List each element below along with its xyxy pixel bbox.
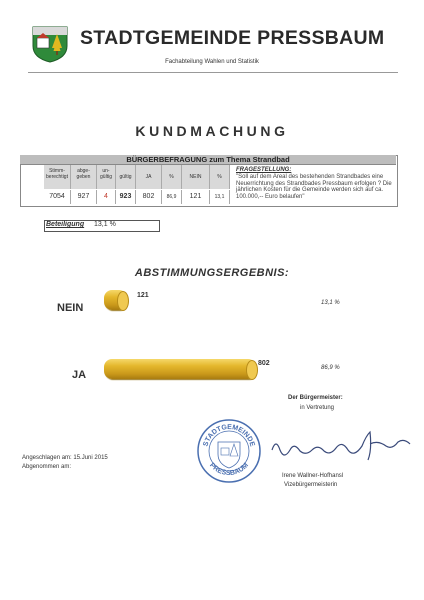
svg-text:STADTGEMEINDE: STADTGEMEINDE — [202, 423, 256, 448]
table-header-cell: un-gültig — [97, 165, 116, 189]
question-text: "Soll auf dem Areal des bestehenden Strandbades eine Neuerrichtung des Strandbades Pressbaum erfolgen ? Die jährlichen Kosten für die Gemeinde werden sich auf ca. 100.000,-- Euro belaufen" — [236, 174, 392, 200]
table-header-cell: abge-geben — [71, 165, 97, 189]
on-behalf-note: in Vertretung — [300, 405, 335, 411]
valid-votes-value: 923 — [116, 190, 136, 204]
yes-label: JA — [72, 369, 87, 381]
table-header-cell: gültig — [116, 165, 136, 189]
no-percent-value: 13,1 — [210, 190, 230, 204]
no-votes-value: 121 — [182, 190, 210, 204]
no-count: 121 — [137, 292, 149, 299]
official-stamp — [196, 418, 262, 484]
yes-count: 802 — [258, 360, 270, 367]
posted-date: Angeschlagen am: 15.Juni 2015 — [22, 455, 108, 461]
table-header-cell: JA — [136, 165, 162, 189]
votes-cast-value: 927 — [71, 190, 97, 204]
table-title: BÜRGERBEFRAGUNG zum Thema Strandbad — [20, 155, 396, 165]
yes-result-bar — [104, 359, 256, 379]
no-bar-end-cap — [117, 291, 129, 311]
yes-bar-end-cap — [246, 360, 258, 380]
signer-title: Vizebürgermeisterin — [284, 482, 338, 488]
signer-name: Irene Wallner-Hofhansl — [282, 473, 344, 479]
document-heading: KUNDMACHUNG — [135, 123, 289, 139]
result-heading: ABSTIMMUNGSERGEBNIS: — [134, 267, 290, 279]
department-subtitle: Fachabteilung Wahlen und Statistik — [165, 59, 259, 65]
eligible-voters-value: 7054 — [44, 190, 71, 204]
turnout-label: Beteiligung — [46, 221, 85, 228]
table-header-cell: NEIN — [182, 165, 210, 189]
municipal-crest-icon — [30, 24, 70, 64]
no-label: NEIN — [57, 302, 84, 314]
header-divider — [28, 72, 398, 73]
handwritten-signature — [266, 420, 416, 470]
signatory-role: Der Bürgermeister: — [288, 395, 343, 401]
invalid-votes-value: 4 — [97, 190, 116, 204]
table-header-cell: % — [210, 165, 230, 189]
svg-text:PRESSBAUM: PRESSBAUM — [208, 461, 250, 478]
removed-date-label: Abgenommen am: — [22, 464, 72, 470]
question-label: FRAGESTELLUNG: — [236, 167, 292, 173]
no-percent: 13,1 % — [321, 300, 340, 306]
page-title: STADTGEMEINDE PRESSBAUM — [80, 27, 385, 49]
turnout-value: 13,1 % — [94, 221, 116, 228]
yes-percent-value: 86,9 — [162, 190, 182, 204]
table-header-cell: % — [162, 165, 182, 189]
yes-percent: 86,9 % — [321, 365, 340, 371]
yes-votes-value: 802 — [136, 190, 162, 204]
table-header-cell: Stimm-berechtigt — [44, 165, 71, 189]
